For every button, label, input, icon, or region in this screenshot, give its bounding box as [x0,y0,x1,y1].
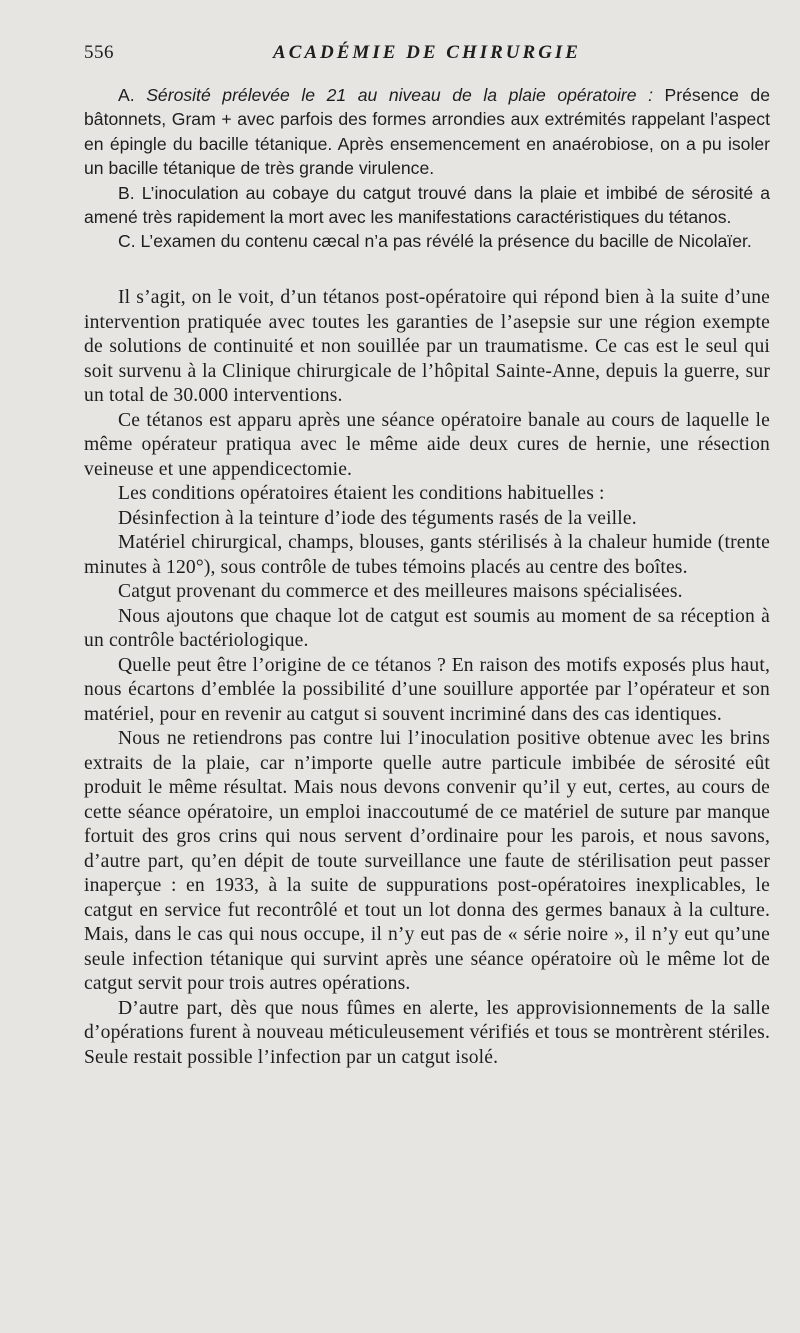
findings-block [84,83,770,254]
page-number: 556 [84,42,114,63]
running-title: ACADÉMIE DE CHIRURGIE [273,42,581,63]
paragraph: Catgut provenant du commerce et des meilleures maisons spécialisées. [118,581,683,602]
paragraph: Désinfection à la teinture d’iode des téguments rasés de la veille. [118,507,637,529]
finding-c: C. L’examen du contenu cæcal n’a pas révélé la présence du bacille de Nicolaïer. [118,231,752,252]
paragraph: Les conditions opératoires étaient les conditions habituelles : [118,483,605,504]
finding-a-text: Présence de bâtonnets, Gram + avec parfois des formes arrondies aux extrémités rappelant l’aspect en épingle du bacille tétanique. Après ensemencement en anaérobiose, on a pu isoler un bacille tétanique de très grande virulence. [84,85,770,179]
main-text [84,286,770,1070]
finding-a-heading: Sérosité prélevée le 21 au niveau de la plaie opératoire : [146,85,653,105]
finding-a-label: A. [118,85,147,105]
paragraph: Quelle peut être l’origine de ce tétanos ? En raison des motifs exposés plus haut, nous écartons d’emblée la possibilité d’une souillure apportée par l’opérateur et son matériel, pour en revenir au catgut si souvent incriminé dans des cas identiques. [84,654,770,725]
finding-a [84,83,770,181]
paragraph: Matériel chirurgical, champs, blouses, gants stérilisés à la chaleur humide (trente minutes à 120°), sous contrôle de tubes témoins placés au centre des boîtes. [84,532,770,578]
paragraph: Nous ne retiendrons pas contre lui l’inoculation positive obtenue avec les brins extraits de la plaie, car n’importe quelle autre particule imbibée de sérosité eût produit le même résultat. Mais nous devons convenir qu’il y eut, certes, au cours de cette séance opératoire, un emploi inaccoutumé de ce matériel de suture par manque fortuit des gros crins qui nous servent d’ordinaire pour les parois, et nous savons, d’autre part, qu’en dépit de toute surveillance une faute de stérilisation peut passer inaperçue : en 1933, à la suite de suppurations post-opératoires inexplicables, le catgut en service fut recontrôlé et tout un lot donna des germes banaux à la culture. Mais, dans le cas qui nous occupe, il n’y eut pas de « série noire », il n’y eut qu’une seule infection tétanique qui survint après une séance opératoire où le même lot de catgut servit pour trois autres opérations. [84,728,770,994]
paragraph: D’autre part, dès que nous fûmes en alerte, les approvisionnements de la salle d’opérations furent à nouveau méticuleusement vérifiés et tous se montrèrent stériles. Seule restait possible l’infection par un catgut isolé. [84,997,770,1068]
page-header [84,42,770,66]
finding-b: B. L’inoculation au cobaye du catgut trouvé dans la plaie et imbibé de sérosité a amené très rapidement la mort avec les manifestations caractéristiques du tétanos. [84,182,770,228]
paragraph: Il s’agit, on le voit, d’un tétanos post-opératoire qui répond bien à la suite d’une intervention pratiquée avec toutes les garanties de l’asepsie sur une région exempte de solutions de continuité et non souillée par un traumatisme. Ce cas est le seul qui soit survenu à la Clinique chirurgicale de l’hôpital Sainte-Anne, depuis la guerre, sur un total de 30.000 interventions. [84,287,770,406]
paragraph: Ce tétanos est apparu après une séance opératoire banale au cours de laquelle le même opérateur pratiqua avec le même aide deux cures de hernie, une résection veineuse et une appendicectomie. [84,409,770,480]
paragraph: Nous ajoutons que chaque lot de catgut est soumis au moment de sa réception à un contrôle bactériologique. [84,605,770,651]
